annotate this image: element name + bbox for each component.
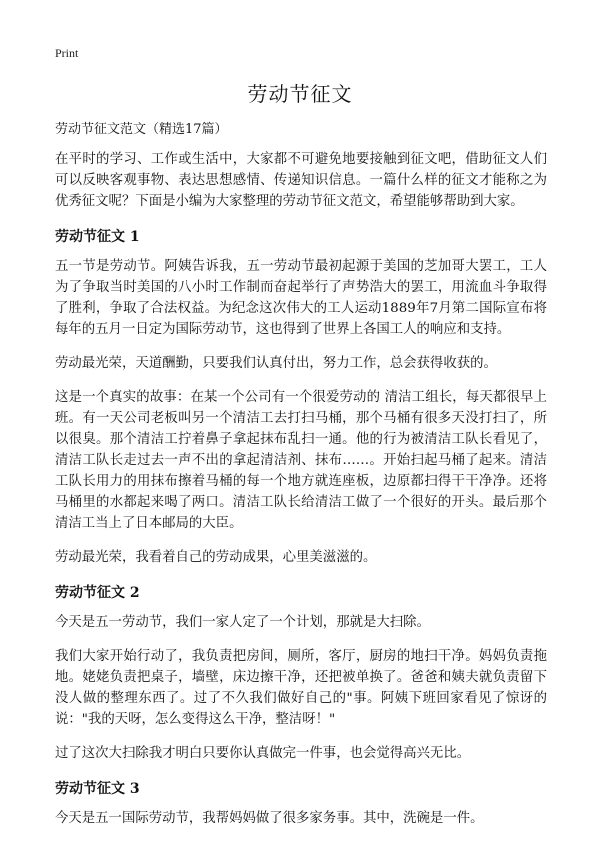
article-subtitle: 劳动节征文范文（精选17篇） (55, 122, 228, 137)
section-heading-1: 劳动节征文 1 (55, 229, 140, 245)
section-heading-3: 劳动节征文 3 (55, 781, 140, 797)
section3-paragraph-1: 今天是五一国际劳动节，我帮妈妈做了很多家务事。其中，洗碗是一件。 (55, 811, 484, 826)
article-body (55, 118, 547, 842)
section1-paragraph-1: 五一节是劳动节。阿姨告诉我，五一劳动节最初起源于美国的芝加哥大罢工，工人为了争取当时美国的八小时工作制而奋起举行了声势浩大的罢工，用流血斗争取得了胜利，争取了合法权益。为纪念这次伟大的工人运动1889年7月第二国际宣布将每年的五月一日定为国际劳动节，这也得到了世界上各国工人的响应和支持。 (55, 259, 547, 337)
page-title: 劳动节征文 (247, 82, 353, 106)
print-link[interactable]: Print (55, 46, 79, 60)
section2-paragraph-1: 今天是五一劳动节，我们一家人定了一个计划，那就是大扫除。 (55, 615, 430, 630)
section1-paragraph-3: 这是一个真实的故事：在某一个公司有一个很爱劳动的 清洁工组长，每天都很早上班。有一天公司老板叫另一个清洁工去打扫马桶，那个马桶有很多天没打扫了，所以很臭。那个清洁工拧着鼻子拿起抹布乱扫一通。他的行为被清洁工队长看见了，清洁工队长走过去一声不出的拿起清洁剂、抹布……。开始扫起马桶了起来。清洁工队长用力的用抹布擦着马桶的每一个地方就连座板，边原都扫得干干净净。还将马桶里的水都起来喝了两口。清洁工队长给清洁工做了一个很好的开头。最后那个清洁工当上了日本邮局的大臣。 (55, 390, 547, 531)
section1-paragraph-4: 劳动最光荣，我看着自己的劳动成果，心里美滋滋的。 (55, 550, 377, 565)
intro-paragraph: 在平时的学习、工作或生活中，大家都不可避免地要接触到征文吧，借助征文人们可以反映客观事物、表达思想感情、传递知识信息。一篇什么样的征文才能称之为优秀征文呢？下面是小编为大家整理的劳动节征文范文，希望能够帮助到大家。 (55, 152, 547, 209)
section1-paragraph-2: 劳动最光荣，天道酬勤，只要我们认真付出，努力工作，总会获得收获的。 (55, 356, 497, 371)
section2-paragraph-3: 过了这次大扫除我才明白只要你认真做完一件事，也会觉得高兴无比。 (55, 746, 471, 761)
section-heading-2: 劳动节征文 2 (55, 585, 140, 601)
section2-paragraph-2: 我们大家开始行动了，我负责把房间，厕所，客厅，厨房的地扫干净。妈妈负责拖地。姥姥负责把桌子，墙壁，床边擦干净，还把被单换了。爸爸和姨夫就负责留下没人做的整理东西了。过了不久我们做好自己的"事。阿姨下班回家看见了惊讶的说："我的天呀，怎么变得这么干净，整洁呀！" (55, 649, 547, 727)
